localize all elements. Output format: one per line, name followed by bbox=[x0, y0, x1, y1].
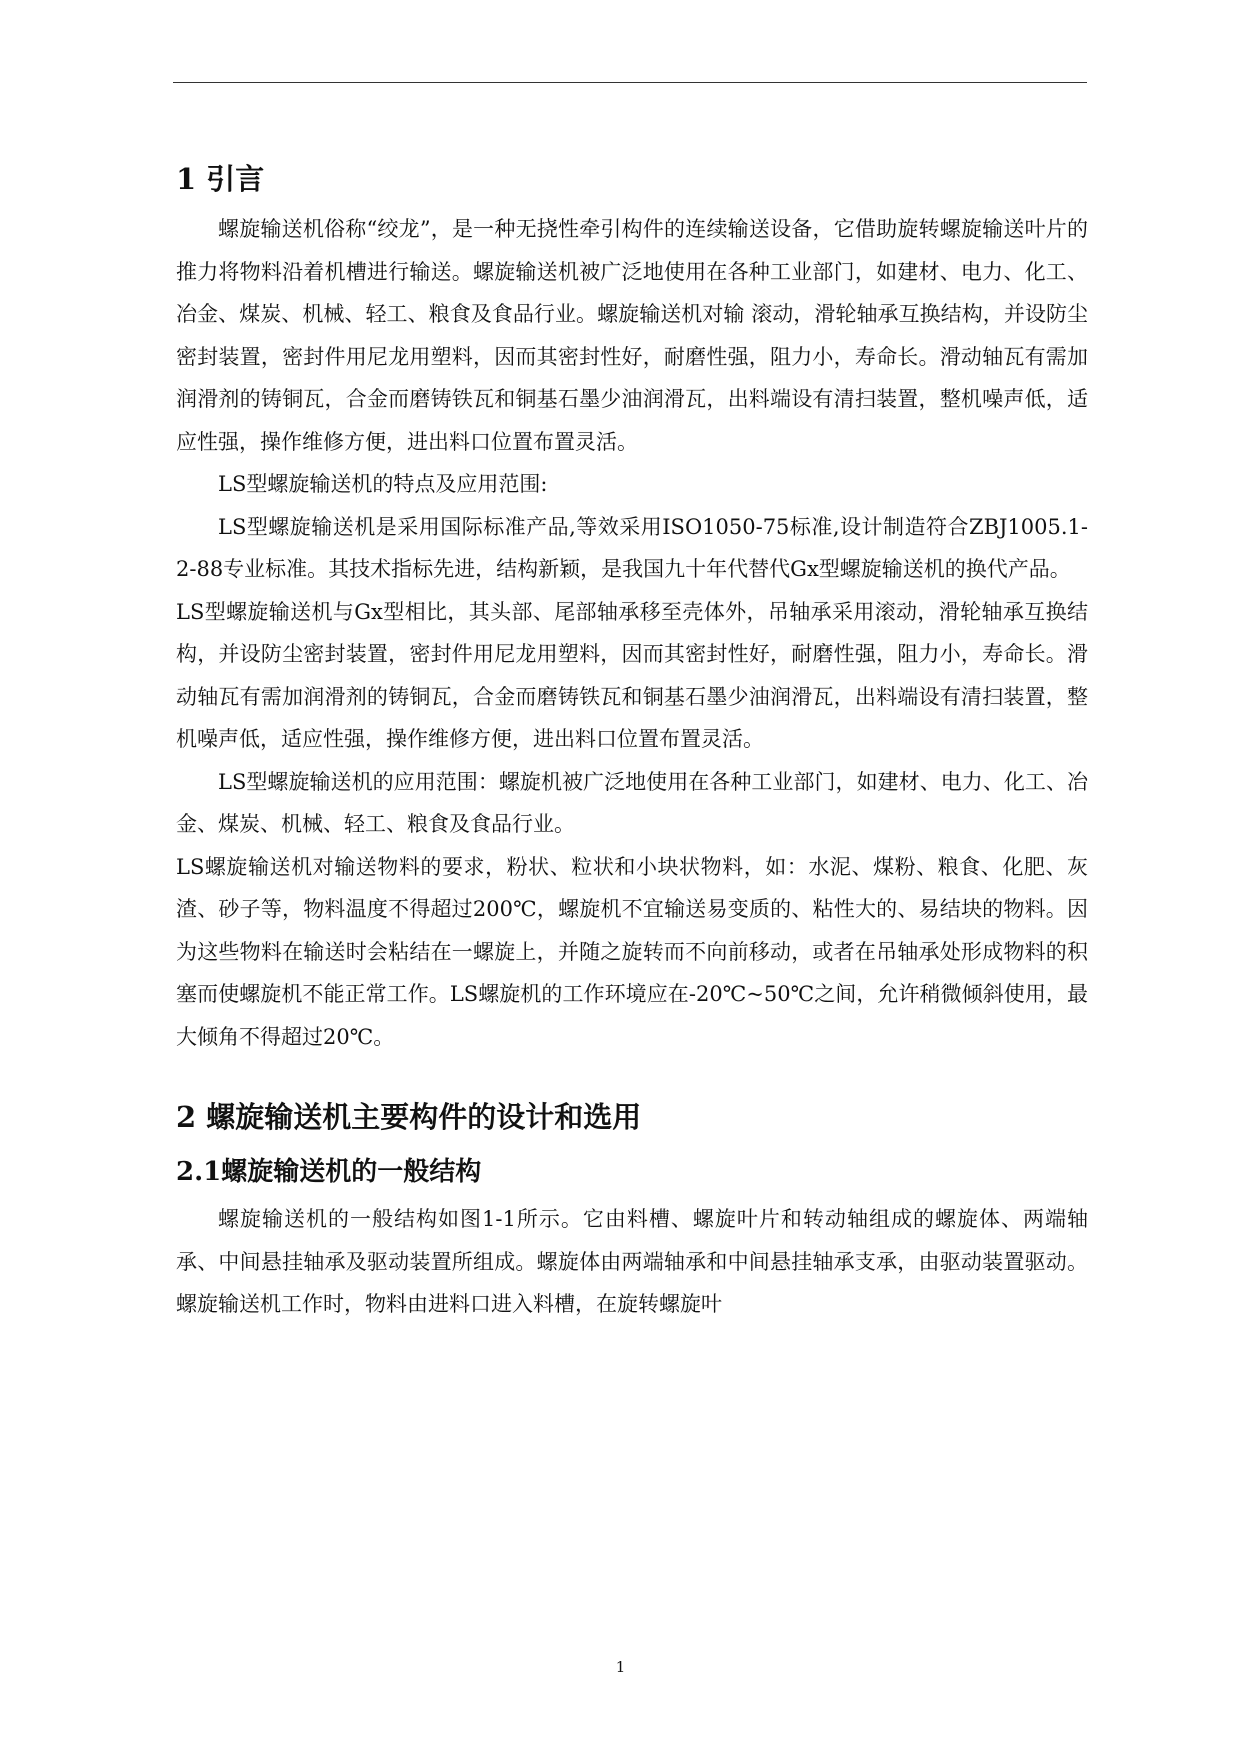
document-body bbox=[176, 150, 1088, 1326]
paragraph: LS型螺旋输送机的应用范围：螺旋机被广泛地使用在各种工业部门，如建材、电力、化工、冶金、煤炭、机械、轻工、粮食及食品行业。 bbox=[176, 769, 1088, 836]
page-number: 1 bbox=[615, 1658, 626, 1676]
paragraph: LS螺旋输送机对输送物料的要求，粉状、粒状和小块状物料，如：水泥、煤粉、粮食、化肥、灰渣、砂子等，物料温度不得超过200℃，螺旋机不宜输送易变质的、粘性大的、易结块的物料。因为这些物料在输送时会粘结在一螺旋上，并随之旋转而不向前移动，或者在吊轴承处形成物料的积塞而使螺旋机不能正常工作。LS螺旋机的工作环境应在-20℃~50℃之间，允许稍微倾斜使用，最大倾角不得超过20℃。 bbox=[176, 854, 1088, 1049]
paragraph: LS型螺旋输送机的特点及应用范围: bbox=[218, 472, 548, 496]
paragraph: 螺旋输送机俗称“绞龙”，是一种无挠性牵引构件的连续输送设备，它借助旋转螺旋输送叶片的推力将物料沿着机槽进行输送。螺旋输送机被广泛地使用在各种工业部门，如建材、电力、化工、冶金、煤炭、机械、轻工、粮食及食品行业。螺旋输送机对输 滚动，滑轮轴承互换结构，并设防尘密封装置，密封件用尼龙用塑料，因而其密封性好，耐磨性强，阻力小，寿命长。滑动轴瓦有需加润滑剂的铸铜瓦，合金而磨铸铁瓦和铜基石墨少油润滑瓦，出料端设有清扫装置，整机噪声低，适应性强，操作维修方便，进出料口位置布置灵活。 bbox=[176, 217, 1088, 454]
section-1-heading: 1 引言 bbox=[176, 162, 265, 196]
paragraph: LS型螺旋输送机是采用国际标准产品,等效采用ISO1050-75标准,设计制造符合ZBJ1005.1-2-88专业标准。其技术指标先进，结构新颖，是我国九十年代替代Gx型螺旋输送机的换代产品。 bbox=[176, 514, 1088, 581]
section-2-heading: 2 螺旋输送机主要构件的设计和选用 bbox=[176, 1100, 642, 1134]
subsection-2-1-heading: 2.1螺旋输送机的一般结构 bbox=[176, 1157, 482, 1187]
paragraph: LS型螺旋输送机与Gx型相比，其头部、尾部轴承移至壳体外，吊轴承采用滚动，滑轮轴承互换结构，并设防尘密封装置，密封件用尼龙用塑料，因而其密封性好，耐磨性强，阻力小，寿命长。滑动轴瓦有需加润滑剂的铸铜瓦，合金而磨铸铁瓦和铜基石墨少油润滑瓦，出料端设有清扫装置，整机噪声低，适应性强，操作维修方便，进出料口位置布置灵活。 bbox=[176, 599, 1088, 751]
paragraph: 螺旋输送机的一般结构如图1-1所示。它由料槽、螺旋叶片和转动轴组成的螺旋体、两端轴承、中间悬挂轴承及驱动装置所组成。螺旋体由两端轴承和中间悬挂轴承支承，由驱动装置驱动。螺旋输送机工作时，物料由进料口进入料槽，在旋转螺旋叶 bbox=[176, 1207, 1088, 1316]
header-rule bbox=[173, 82, 1087, 83]
